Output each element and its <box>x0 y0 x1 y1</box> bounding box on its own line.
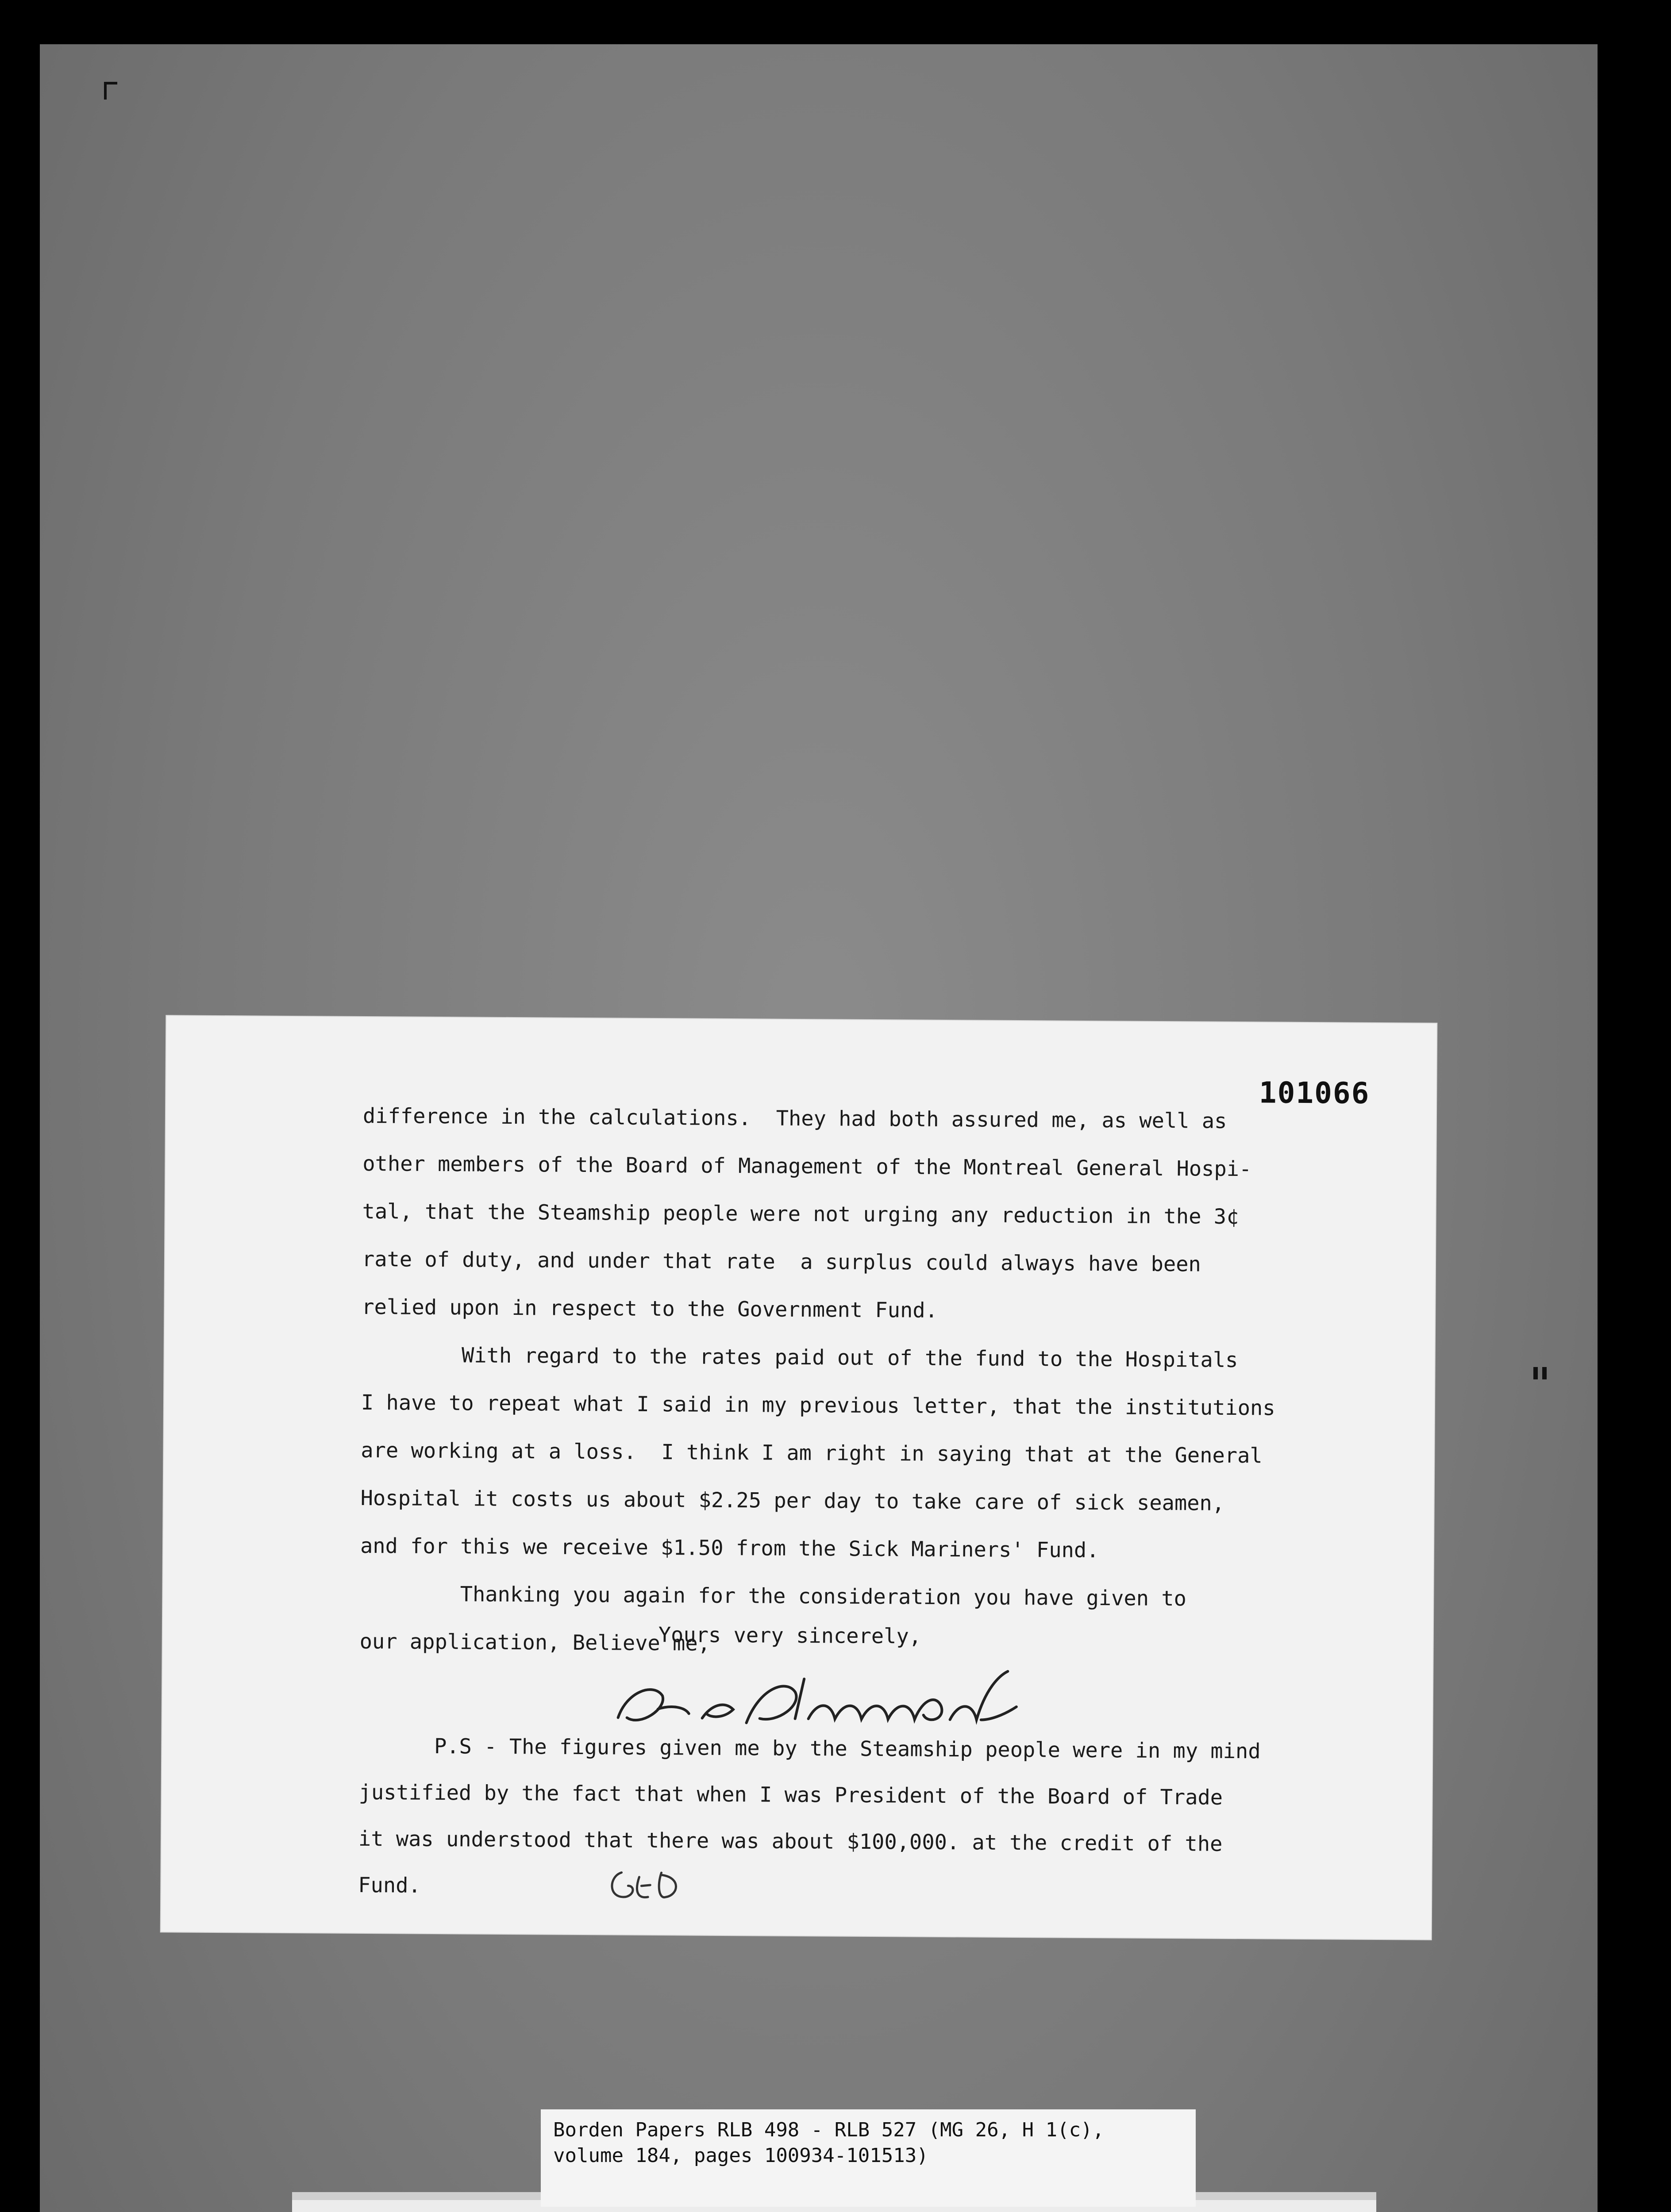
letter-page <box>161 1016 1437 1939</box>
ps-line: P.S - The figures given me by the Steamship people were in my mind <box>359 1733 1261 1764</box>
citation-label <box>541 2109 1196 2207</box>
body-line: our application, Believe me, <box>359 1629 711 1656</box>
letter-closing: Yours very sincerely, <box>658 1623 922 1649</box>
ps-line: Fund. <box>358 1873 421 1898</box>
scan-tick-mark <box>1533 1367 1538 1379</box>
body-line: relied upon in respect to the Government Fund. <box>362 1294 938 1323</box>
handwritten-initials <box>604 1859 701 1908</box>
body-line: Hospital it costs us about $2.25 per day to take care of sick seamen, <box>360 1486 1225 1516</box>
postscript <box>358 1723 1355 1915</box>
body-line: rate of duty, and under that rate a surplus could always have been <box>362 1247 1201 1277</box>
corner-crop-mark <box>104 82 117 100</box>
citation-line: Borden Papers RLB 498 - RLB 527 (MG 26, H 1(c), <box>553 2119 1105 2141</box>
body-line: With regard to the rates paid out of the fund to the Hospitals <box>361 1342 1238 1373</box>
body-line: I have to repeat what I said in my previous letter, that the institutions <box>361 1390 1275 1421</box>
body-line: are working at a loss. I think I am right in saying that at the General <box>361 1438 1263 1468</box>
page-number: 101066 <box>1259 1075 1370 1110</box>
ps-line: justified by the fact that when I was President of the Board of Trade <box>358 1780 1223 1810</box>
body-line: difference in the calculations. They had both assured me, as well as <box>362 1103 1227 1133</box>
letter-body <box>359 1092 1359 1672</box>
citation-line: volume 184, pages 100934-101513) <box>553 2144 928 2167</box>
scan-tick-mark <box>1542 1367 1547 1379</box>
body-line: and for this we receive $1.50 from the Sick Mariners' Fund. <box>360 1533 1099 1563</box>
ps-line: it was understood that there was about $100,000. at the credit of the <box>358 1826 1223 1856</box>
body-line: tal, that the Steamship people were not urging any reduction in the 3¢ <box>362 1199 1239 1229</box>
body-line: other members of the Board of Management of the Montreal General Hospi- <box>362 1151 1252 1182</box>
body-line: Thanking you again for the consideration you have given to <box>360 1581 1187 1611</box>
